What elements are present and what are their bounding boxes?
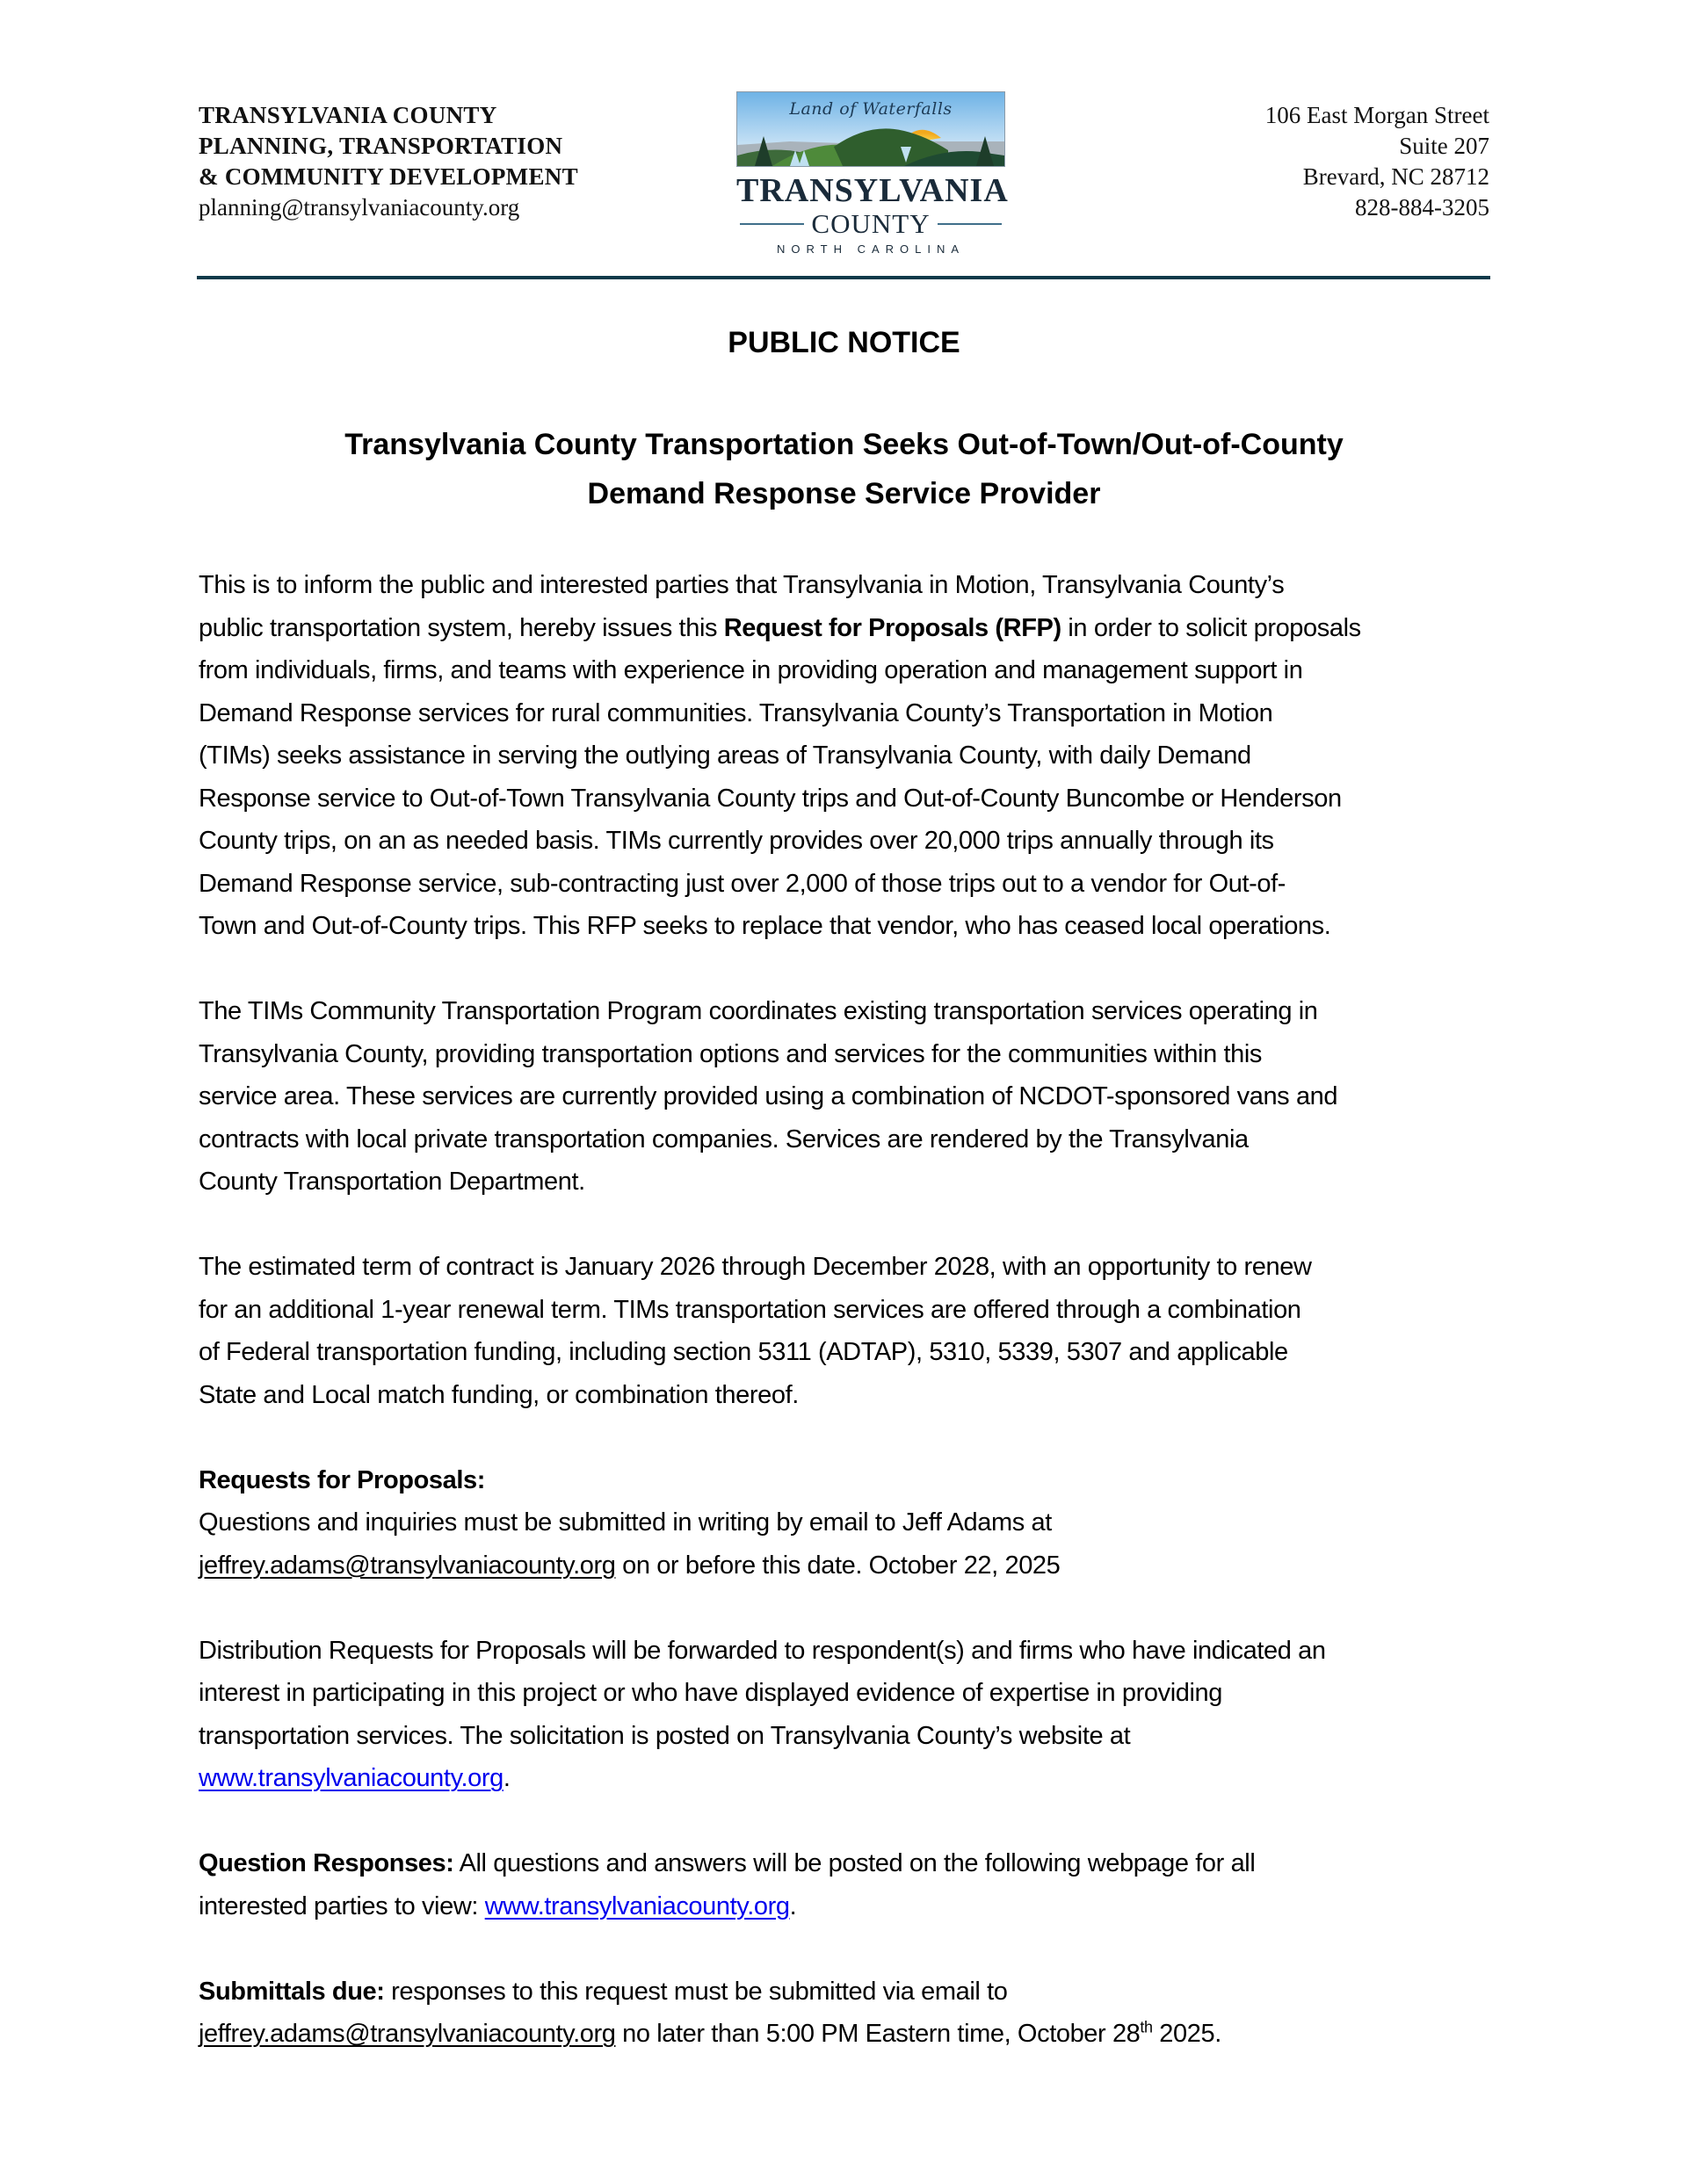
org-email: planning@transylvaniacounty.org	[199, 194, 520, 221]
org-name-line-3: & COMMUNITY DEVELOPMENT	[199, 163, 578, 190]
text-line: Distribution Requests for Proposals will be forwarded to respondent(s) and firms who have indicated an	[199, 1636, 1326, 1665]
logo-title: TRANSYLVANIA	[736, 172, 1009, 209]
text-line: The TIMs Community Transportation Program coordinates existing transportation services operating in	[199, 997, 1318, 1025]
text-line: for an additional 1-year renewal term. TIMs transportation services are offered through a combination	[199, 1295, 1301, 1324]
section-heading: Requests for Proposals:	[199, 1465, 485, 1494]
logo-state: NORTH CAROLINA	[776, 242, 966, 256]
text-line: Submittals due: responses to this request must be submitted via email to	[199, 1977, 1008, 2006]
contact-email-link[interactable]: jeffrey.adams@transylvaniacounty.org	[199, 1551, 616, 1580]
address-suite: Suite 207	[1399, 133, 1489, 159]
address-phone: 828-884-3205	[1355, 194, 1489, 221]
paragraph-intro	[199, 564, 1499, 948]
section-question-responses	[199, 1842, 1499, 1927]
letterhead-address	[1265, 100, 1489, 223]
text-line: of Federal transportation funding, including section 5311 (ADTAP), 5310, 5339, 5307 and applicable	[199, 1338, 1288, 1366]
text-line: contracts with local private transportation companies. Services are rendered by the Transylvania	[199, 1125, 1249, 1153]
letterhead-organization	[199, 100, 578, 223]
text-line: jeffrey.adams@transylvaniacounty.org no later than 5:00 PM Eastern time, October 28th 2025.	[199, 2018, 1221, 2048]
text-line: Transylvania County, providing transportation options and services for the communities within this	[199, 1039, 1263, 1068]
submittal-email-link[interactable]: jeffrey.adams@transylvaniacounty.org	[199, 2020, 616, 2048]
paragraph-distribution	[199, 1630, 1499, 1800]
letterhead-divider	[197, 276, 1490, 279]
section-label: Submittals due:	[199, 1977, 385, 2006]
logo-rule-left	[740, 223, 804, 225]
section-requests-for-proposals	[199, 1459, 1499, 1587]
address-city: Brevard, NC 28712	[1302, 163, 1489, 190]
text-line: County trips, on an as needed basis. TIMs currently provides over 20,000 trips annually through its	[199, 827, 1274, 855]
text-line: jeffrey.adams@transylvaniacounty.org on or before this date. October 22, 2025	[199, 1551, 1061, 1580]
logo-tagline: Land of Waterfalls	[789, 99, 953, 119]
county-website-link[interactable]: www.transylvaniacounty.org	[484, 1891, 790, 1920]
text-line: service area. These services are currently provided using a combination of NCDOT-sponsored vans and	[199, 1082, 1338, 1110]
text-line: public transportation system, hereby issues this Request for Proposals (RFP) in order to solicit proposals	[199, 613, 1361, 642]
notice-subject	[0, 420, 1688, 518]
text-line: Question Responses: All questions and answers will be posted on the following webpage for all	[199, 1849, 1256, 1877]
org-name-line-2: PLANNING, TRANSPORTATION	[199, 133, 563, 159]
logo-county: COUNTY	[811, 208, 931, 239]
text-line: State and Local match funding, or combination thereof.	[199, 1380, 799, 1409]
subject-line-2: Demand Response Service Provider	[587, 477, 1101, 510]
subject-line-1: Transylvania County Transportation Seeks Out-of-Town/Out-of-County	[344, 428, 1344, 461]
rfp-emphasis: Request for Proposals (RFP)	[723, 613, 1061, 642]
paragraph-contract-term	[199, 1246, 1499, 1416]
notice-body	[199, 564, 1499, 2098]
text-line: interest in participating in this project or who have displayed evidence of expertise in providing	[199, 1679, 1222, 1707]
section-label: Question Responses:	[199, 1849, 454, 1877]
county-website-link[interactable]: www.transylvaniacounty.org	[199, 1764, 504, 1792]
text-line: Town and Out-of-County trips. This RFP seeks to replace that vendor, who has ceased local operations.	[199, 912, 1331, 940]
text-line: transportation services. The solicitation is posted on Transylvania County’s website at	[199, 1721, 1131, 1750]
text-line: County Transportation Department.	[199, 1168, 585, 1196]
org-name-line-1: TRANSYLVANIA COUNTY	[199, 102, 497, 128]
logo-rule-right	[938, 223, 1002, 225]
text-line: from individuals, firms, and teams with experience in providing operation and management support in	[199, 656, 1303, 684]
text-line: www.transylvaniacounty.org.	[199, 1764, 511, 1792]
text-line: Questions and inquiries must be submitted in writing by email to Jeff Adams at	[199, 1508, 1052, 1537]
section-submittals-due	[199, 1971, 1499, 2056]
paragraph-program	[199, 990, 1499, 1204]
logo-county-row	[740, 209, 1002, 239]
text-line: Demand Response service, sub-contracting just over 2,000 of those trips out to a vendor for Out-of-	[199, 869, 1286, 898]
text-line: This is to inform the public and interested parties that Transylvania in Motion, Transylvania County’s	[199, 571, 1285, 599]
address-street: 106 East Morgan Street	[1264, 102, 1489, 128]
text-line: interested parties to view: www.transylvaniacounty.org.	[199, 1891, 797, 1920]
text-line: Demand Response services for rural communities. Transylvania County’s Transportation in Motion	[199, 698, 1273, 727]
page-title: PUBLIC NOTICE	[728, 326, 960, 359]
text-line: The estimated term of contract is January 2026 through December 2028, with an opportunity to renew	[199, 1253, 1312, 1281]
county-logo	[736, 91, 1009, 264]
logo-landscape-banner	[736, 91, 1005, 167]
text-line: (TIMs) seeks assistance in serving the outlying areas of Transylvania County, with daily Demand	[199, 741, 1251, 770]
text-line: Response service to Out-of-Town Transylvania County trips and Out-of-County Buncombe or Henderson	[199, 784, 1342, 813]
